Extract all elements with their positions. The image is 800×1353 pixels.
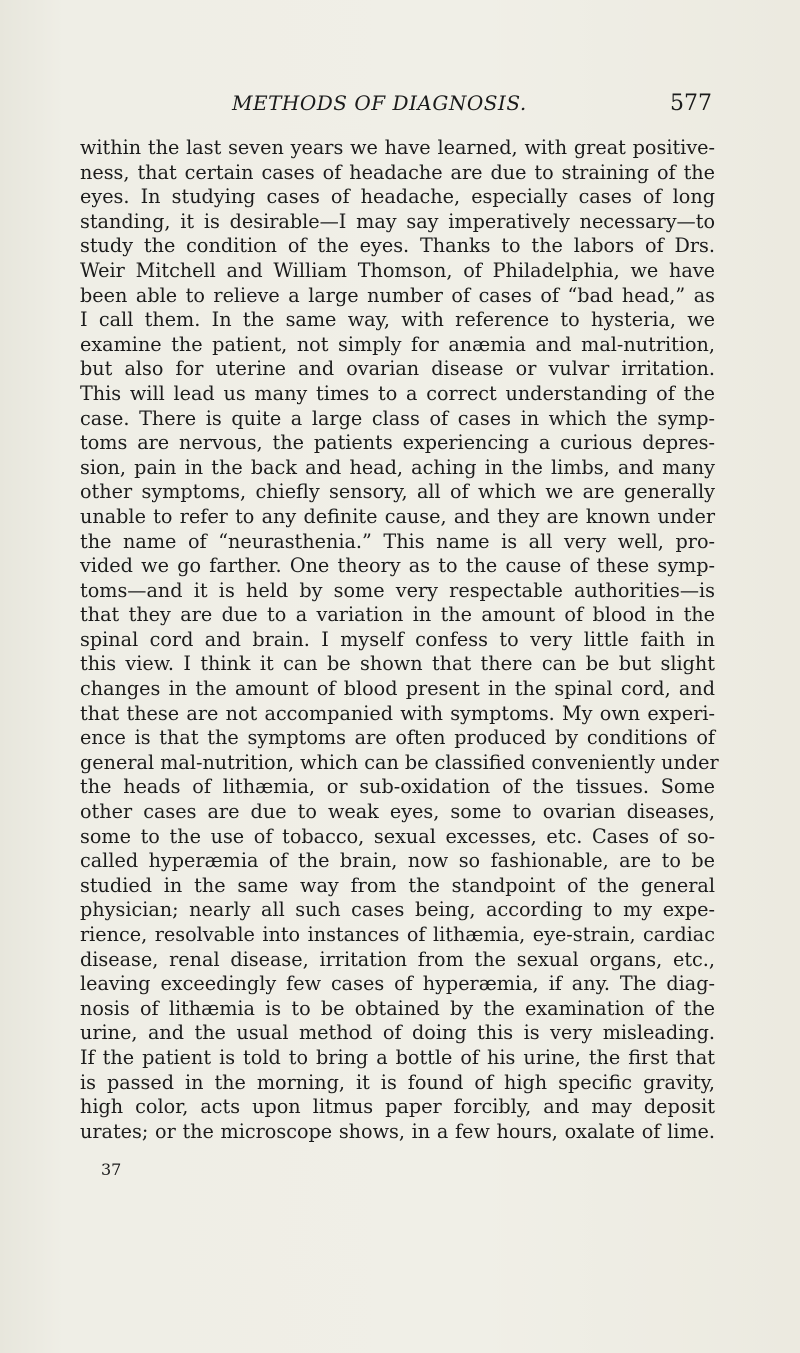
text-line: leaving exceedingly few cases of hyperæmia, if any. The diag-: [80, 972, 715, 996]
text-line: toms—and it is held by some very respectable authorities—is: [80, 578, 715, 602]
text-line: been able to relieve a large number of cases of “bad head,” as: [80, 283, 715, 307]
text-line: examine the patient, not simply for anæmia and mal-nutrition,: [80, 332, 715, 356]
signature-mark: 37: [101, 1160, 122, 1179]
text-line: within the last seven years we have learned, with great positive-: [80, 136, 715, 159]
text-line: urine, and the usual method of doing this is very misleading.: [80, 1021, 715, 1045]
text-line: This will lead us many times to a correct understanding of the: [80, 381, 715, 405]
text-line: that they are due to a variation in the amount of blood in the: [80, 603, 715, 627]
running-title: METHODS OF DIAGNOSIS.: [232, 91, 527, 115]
text-line: disease, renal disease, irritation from the sexual organs, etc.,: [80, 947, 715, 971]
page-number: 577: [670, 91, 712, 116]
text-line: standing, it is desirable—I may say imperatively necessary—to: [80, 209, 715, 233]
text-line: vided we go farther. One theory as to the cause of these symp-: [80, 554, 715, 578]
text-line: the name of “neurasthenia.” This name is all very well, pro-: [80, 529, 715, 553]
text-line: the heads of lithæmia, or sub-oxidation of the tissues. Some: [80, 775, 715, 799]
text-line: that these are not accompanied with symptoms. My own experi-: [80, 701, 715, 725]
text-line: called hyperæmia of the brain, now so fashionable, are to be: [80, 849, 715, 873]
text-line: ness, that certain cases of headache are due to straining of the: [80, 160, 715, 184]
text-line: unable to refer to any definite cause, and they are known under: [80, 504, 715, 528]
text-line: If the patient is told to bring a bottle of his urine, the first that: [80, 1045, 715, 1069]
text-line: other cases are due to weak eyes, some to ovarian diseases,: [80, 800, 715, 824]
text-line: ence is that the symptoms are often produced by conditions of: [80, 726, 715, 750]
text-line: but also for uterine and ovarian disease or vulvar irritation.: [80, 357, 715, 381]
text-line: other symptoms, chiefly sensory, all of which we are generally: [80, 480, 715, 504]
text-line: is passed in the morning, it is found of high specific gravity,: [80, 1070, 715, 1094]
text-line: case. There is quite a large class of cases in which the symp-: [80, 406, 715, 430]
text-line: changes in the amount of blood present in the spinal cord, and: [80, 677, 715, 701]
text-line: nosis of lithæmia is to be obtained by the examination of the: [80, 996, 715, 1020]
text-line: toms are nervous, the patients experiencing a curious depres-: [80, 431, 715, 455]
text-line: urates; or the microscope shows, in a few hours, oxalate of lime.: [80, 1119, 715, 1143]
text-line: spinal cord and brain. I myself confess to very little faith in: [80, 627, 715, 651]
page-header: [80, 91, 720, 121]
body-paragraph: [80, 136, 719, 1144]
text-line: sion, pain in the back and head, aching in the limbs, and many: [80, 455, 715, 479]
text-line: I call them. In the same way, with reference to hysteria, we: [80, 308, 715, 332]
text-line: some to the use of tobacco, sexual excesses, etc. Cases of so-: [80, 824, 715, 848]
text-line: general mal-nutrition, which can be classified conveniently under: [80, 750, 719, 774]
text-line: eyes. In studying cases of headache, especially cases of long: [80, 185, 715, 209]
text-line: study the condition of the eyes. Thanks to the labors of Drs.: [80, 234, 715, 258]
text-line: physician; nearly all such cases being, according to my expe-: [80, 898, 715, 922]
text-line: rience, resolvable into instances of lithæmia, eye-strain, cardiac: [80, 923, 715, 946]
text-line: Weir Mitchell and William Thomson, of Philadelphia, we have: [80, 258, 715, 282]
text-line: high color, acts upon litmus paper forcibly, and may deposit: [80, 1095, 715, 1119]
text-line: this view. I think it can be shown that there can be but slight: [80, 652, 715, 676]
text-line: studied in the same way from the standpoint of the general: [80, 873, 715, 897]
